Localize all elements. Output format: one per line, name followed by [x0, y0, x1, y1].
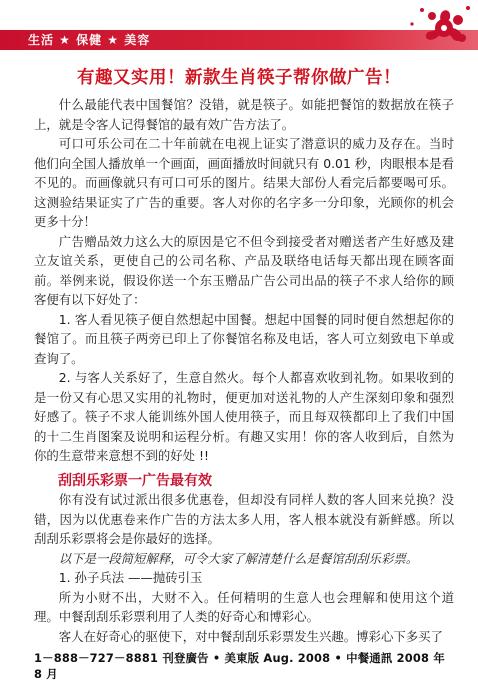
paragraph: 客人在好奇心的驱使下，对中餐刮刮乐彩票发生兴趣。博彩心下多买了	[58, 628, 443, 644]
footer: 1－888－727－8881 刊登廣告 • 美東版 Aug. 2008 • 中餐通訊 2008 年 8 月	[34, 651, 445, 681]
section-subheading: 刮刮乐彩票一广告最有效	[58, 473, 212, 489]
paragraph: 广告赠品效力这么大的原因是它不但令到接受者对赠送者产生好感及建立友谊关系，更使自己的公司名称、产品及联络电话每天都出现在顾客面前。举例来说，假设你送一个东玉赠品广告公司出品的筷子不求人给你的顾客便有以下好处了：	[34, 233, 454, 307]
paragraph: 1. 孙子兵法 ——抛砖引玉	[58, 570, 203, 585]
paragraph-italic: 以下是一段简短解释，可令大家了解清楚什么是餐馆刮刮乐彩票。	[58, 550, 419, 566]
article-body-2	[34, 490, 454, 646]
article-body-1	[34, 95, 454, 466]
paragraph: 你有没有试过派出很多优惠卷，但却没有同样人数的客人回来兑换？没错，因为以优惠卷来作广告的方法太多人用，客人根本就没有新鲜感。所以刮刮乐彩票将会是你最好的选择。	[34, 492, 454, 546]
paragraph: 什么最能代表中国餐馆？没错，就是筷子。如能把餐馆的数据放在筷子上，就是令客人记得餐馆的最有效广告方法了。	[34, 97, 454, 132]
floral-ornament-icon	[392, 0, 472, 60]
paragraph: 所为小财不出，大财不入。任何精明的生意人也会理解和使用这个道理。中餐刮刮乐彩票利用了人类的好奇心和博彩心。	[34, 589, 454, 624]
section-label: 生活 ★ 保健 ★ 美容	[28, 33, 151, 47]
paragraph: 可口可乐公司在二十年前就在电视上证实了潜意识的威力及存在。当时他们向全国人播放单一个画面，画面播放时间就只有 0.01 秒，肉眼根本是看不见的。而画像就只有可口可乐的图片。结果大部份人看完后都要喝可乐。这测验结果证实了广告的重要。客人对你的名字多一分印象，光顾你的机会更多十分！	[34, 136, 454, 229]
paragraph: 2. 与客人关系好了，生意自然火。每个人都喜欢收到礼物。如果收到的是一份又有心思又实用的礼物时，便更加对送礼物的人产生深刻印象和强烈好感了。筷子不求人能训练外国人使用筷子，而且每双筷都印上了我们中国的十二生肖图案及说明和运程分析。有趣又实用！你的客人收到后，自然为你的生意带来意想不到的好处 !!	[34, 370, 454, 463]
article-title: 有趣又实用！新款生肖筷子帮你做广告！	[77, 68, 401, 88]
paragraph: 1. 客人看见筷子便自然想起中国餐。想起中国餐的同时便自然想起你的餐馆了。而且筷子两旁已印上了你餐馆名称及电话，客人可立刻致电下单或查询了。	[34, 311, 454, 366]
